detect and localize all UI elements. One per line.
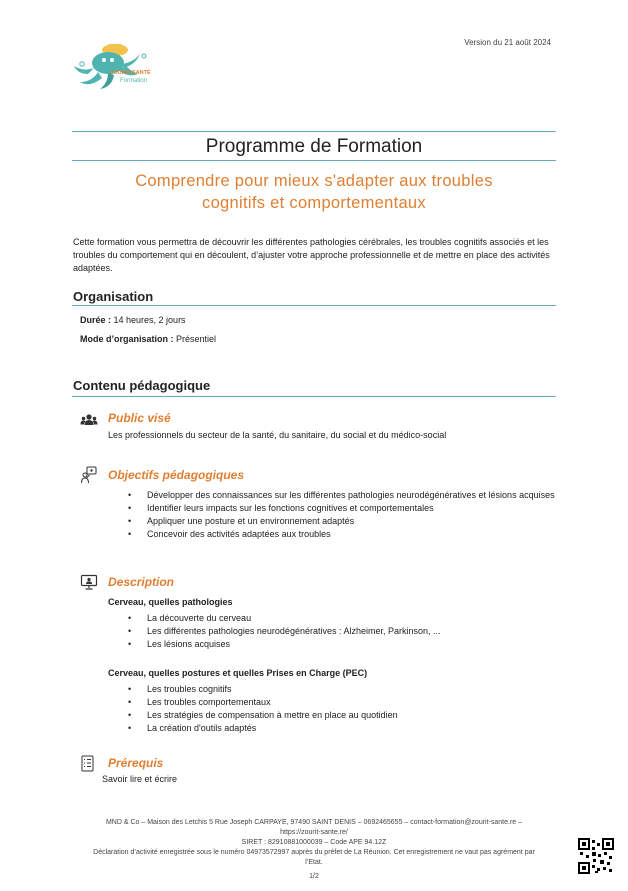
prerequis-text: Savoir lire et écrire [102,774,178,784]
description-part2-list [128,683,558,735]
subtitle-line-2: cognitifs et comportementaux [202,194,426,212]
checklist-icon [80,755,98,771]
title-top-rule [72,131,556,132]
public-text: Les professionnels du secteur de la santé, du sanitaire, du social et du médico-social [108,430,447,440]
logo-subtext: Formation [120,78,148,84]
footer-siret: SIRET : 82910881000039 – Code APE 94.12Z [241,839,387,846]
subtitle-line-1: Comprendre pour mieux s'adapter aux troubles [135,172,493,190]
logo-text: ZOURIT SANTÉ [110,70,151,76]
footer [72,818,556,882]
list-item: • La découverte du cerveau [128,612,558,625]
objectifs-title: Objectifs pédagogiques [108,468,245,482]
page-title: Programme de Formation [205,136,423,157]
description-title: Description [108,575,175,589]
duree-value: 14 heures, 2 jours [111,315,186,325]
organisation-heading: Organisation [73,289,154,304]
list-item: • La création d'outils adaptés [128,722,558,735]
octopus-logo-icon [68,38,160,94]
mode-label: Mode d’organisation : [80,334,174,344]
duree-label: Durée : [80,315,112,325]
list-item: • Concevoir des activités adaptées aux troubles [128,528,558,541]
public-title: Public visé [108,411,171,425]
footer-declaration-end: l’Etat. [305,859,323,866]
intro-paragraph: Cette formation vous permettra de découvrir les différentes pathologies cérébrales, les troubles cognitifs associés et les troubles du comportement qui en découlent, d’ajuster votre approche professionnelle et de mettre en place des activités adaptées. [73,237,550,273]
footer-address: MND & Co – Maison des Letchis 5 Rue Joseph CARPAYE, 97490 SAINT DENIS – 0692465655 – contact-formation@zourit-sante.re – [105,819,523,826]
footer-website: https://zourit-sante.re/ [280,829,348,836]
description-part1-list [128,612,558,651]
list-item: • Les lésions acquises [128,638,558,651]
list-item: • Appliquer une posture et un environnement adaptés [128,515,558,528]
qr-code-icon [578,838,614,874]
list-item: • Les stratégies de compensation à mettre en place au quotidien [128,709,558,722]
list-item: • Identifier leurs impacts sur les fonctions cognitives et comportementales [128,502,558,515]
presentation-icon [80,574,98,590]
group-icon [80,412,98,428]
page-number: 1/2 [309,873,319,880]
formation-subtitle [90,170,538,214]
version-date: Version du 21 août 2024 [464,38,551,47]
list-item: • Les troubles cognitifs [128,683,558,696]
duree-row [80,315,186,325]
prerequis-title: Prérequis [108,756,164,770]
footer-declaration: Déclaration d’activité enregistrée sous le numéro 04973572997 auprès du préfet de La Réunion. Cet enregistrement ne vaut pas agrément par [93,849,535,856]
title-bottom-rule [72,160,556,161]
description-part1-title: Cerveau, quelles pathologies [108,597,233,607]
logo [68,38,160,94]
contenu-rule [72,396,556,397]
contenu-heading: Contenu pédagogique [73,378,211,393]
objectifs-list [128,489,558,541]
mode-value: Présentiel [173,334,217,344]
description-part2-title: Cerveau, quelles postures et quelles Prises en Charge (PEC) [108,668,368,678]
mode-row [80,334,216,344]
list-item: • Les troubles comportementaux [128,696,558,709]
list-item: • Les différentes pathologies neurodégénératives : Alzheimer, Parkinson, ... [128,625,558,638]
teacher-icon [80,466,98,482]
organisation-rule [72,305,556,306]
list-item: • Développer des connaissances sur les différentes pathologies neurodégénératives et lésions acquises [128,489,558,502]
